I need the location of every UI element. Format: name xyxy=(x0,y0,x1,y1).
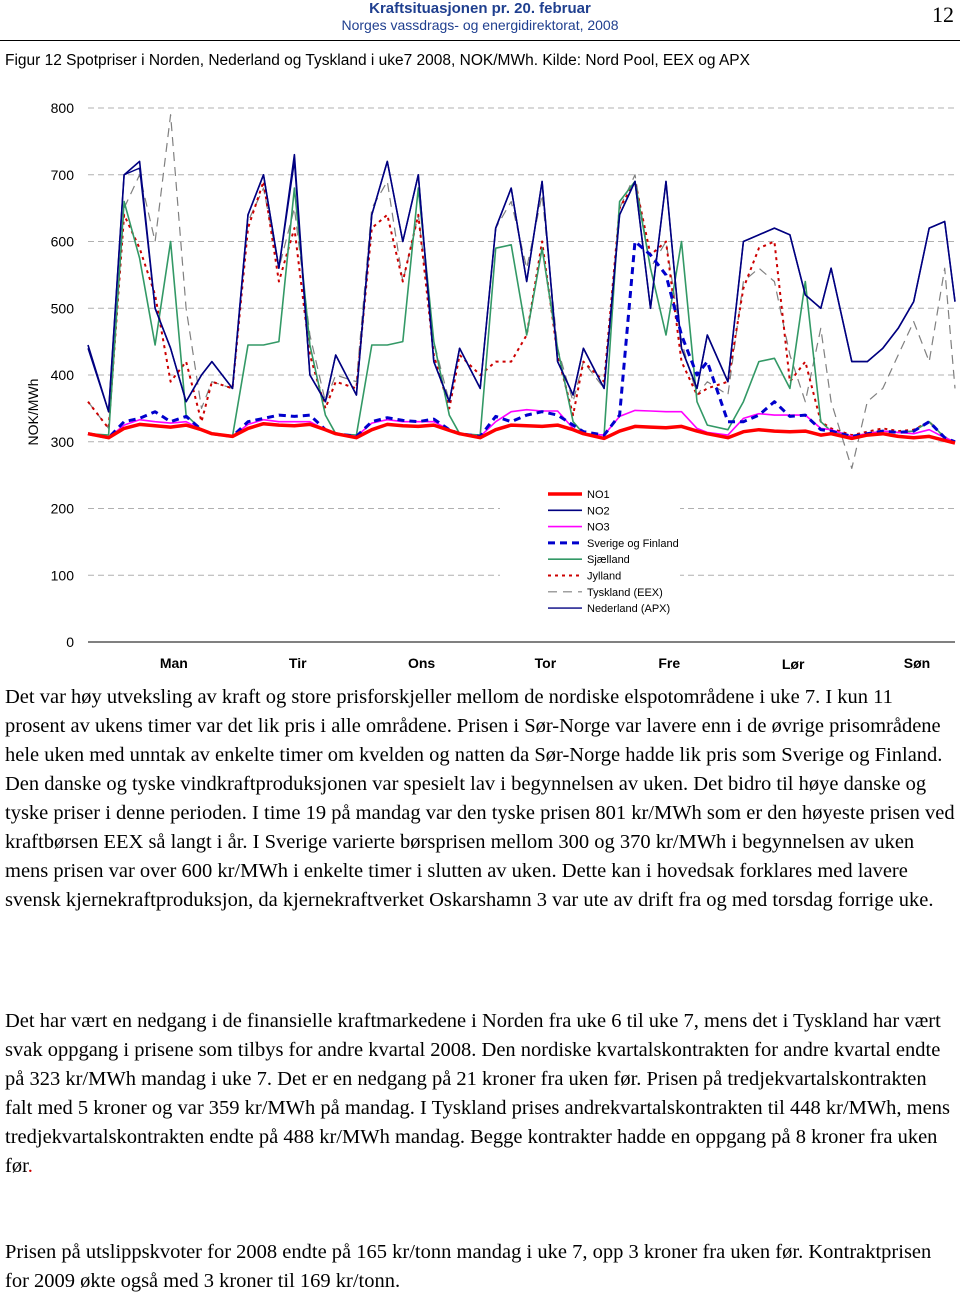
x-day-label: Tir xyxy=(288,655,307,671)
chart-series xyxy=(88,115,955,469)
series-line xyxy=(88,424,955,443)
y-tick-label: 100 xyxy=(50,567,74,584)
y-tick-label: 700 xyxy=(50,166,74,183)
series-line xyxy=(88,242,955,442)
document-header-subtitle: Norges vassdrags- og energidirektorat, 2008 xyxy=(341,17,619,33)
series-line xyxy=(88,161,955,411)
y-tick-label: 600 xyxy=(50,233,74,250)
legend-label: Jylland xyxy=(587,570,622,583)
legend-label: NO1 xyxy=(587,489,610,501)
price-chart xyxy=(0,72,960,684)
series-line xyxy=(88,155,955,412)
x-day-label: Ons xyxy=(407,655,436,671)
legend-label: NO3 xyxy=(587,521,610,534)
paragraph-2-end: . xyxy=(27,1155,33,1177)
y-tick-label: 300 xyxy=(50,433,74,450)
x-day-label: Fre xyxy=(658,655,681,671)
paragraph-1: Det var høy utveksling av kraft og store prisforskjeller mellom de nordiske elspotområdene i uke 7. I kun 11 prosent av ukens timer var det lik pris i alle områdene. Prisen i Sør-Norge var lavere enn i de øvrige prisområdene hele uken med unntak av enkelte timer om kvelden og natten da Sør-Norge hadde lik pris som Sverige og Finland. Den danske og tyske vindkraftproduksjonen var spesielt lav i begynnelsen av uken. Det bidro til høye danske og tyske priser i denne perioden. I time 19 på mandag var den tyske prisen 801 kr/MWh som er den høyeste prisen ved kraftbørsen EEX så langt i år. I Sverige varierte børsprisen mellom 300 og 370 kr/MWh i begynnelsen av uken mens prisen var over 600 kr/MWh i enkelte timer i slutten av uken. Dette kan i hovedsak forklares med lavere svensk kjernekraftproduksjon, da kjernekraftverket Oskarshamn 3 var ute av drift fra og med torsdag forrige uke. xyxy=(5,686,955,911)
y-axis-tick-labels xyxy=(51,100,75,650)
legend-label: NO2 xyxy=(587,505,610,518)
x-day-label: Tor xyxy=(534,655,557,671)
page-number: 12 xyxy=(932,2,954,27)
header-rule xyxy=(0,40,960,41)
x-axis-day-labels xyxy=(160,655,930,672)
x-day-label: Man xyxy=(159,655,188,671)
legend-label: Sjælland xyxy=(587,554,630,567)
y-axis-label: NOK/MWh xyxy=(25,378,41,446)
y-tick-label: 400 xyxy=(50,367,74,383)
legend-label: Nederland (APX) xyxy=(587,603,671,616)
chart-legend xyxy=(500,484,680,620)
y-tick-label: 800 xyxy=(50,100,74,116)
paragraph-3: Prisen på utslippskvoter for 2008 endte på 165 kr/tonn mandag i uke 7, opp 3 kroner fra uken før. Kontraktprisen for 2009 økte også med 3 kroner til 169 kr/tonn. xyxy=(5,1241,932,1292)
figure-caption: Figur 12 Spotpriser i Norden, Nederland og Tyskland i uke7 2008, NOK/MWh. Kilde: Nord Pool, EEX og APX xyxy=(5,52,750,69)
paragraph-2 xyxy=(5,1007,955,1181)
legend-label: Tyskland (EEX) xyxy=(587,586,663,599)
y-tick-label: 200 xyxy=(50,500,74,517)
y-tick-label: 500 xyxy=(50,300,74,317)
y-tick-label: 0 xyxy=(66,634,74,650)
document-header-title: Kraftsituasjonen pr. 20. februar xyxy=(369,0,591,17)
paragraph-2-text: Det har vært en nedgang i de finansielle kraftmarkedene i Norden fra uke 6 til uke 7, mens det i Tyskland har vært svak oppgang i prisene som tilbys for andre kvartal 2008. Den nordiske kvartalskontrakten for andre kvartal endte på 323 kr/MWh mandag i uke 7. Det er en nedgang på 21 kroner fra uken før. Prisen på tredjekvartalskontrakten falt med 5 kroner og var 359 kr/MWh på mandag. I Tyskland prises andrekvartalskontrakten til 448 kr/MWh, mens tredjekvartalskontrakten endte på 488 kr/MWh mandag. Begge kontrakter hadde en oppgang på 8 kroner fra uken før xyxy=(5,1010,950,1177)
series-line xyxy=(88,181,955,441)
series-line xyxy=(88,181,955,441)
x-day-label: Søn xyxy=(903,655,931,671)
legend-label: Sverige og Finland xyxy=(587,537,679,550)
x-day-label: Lør xyxy=(781,656,805,672)
